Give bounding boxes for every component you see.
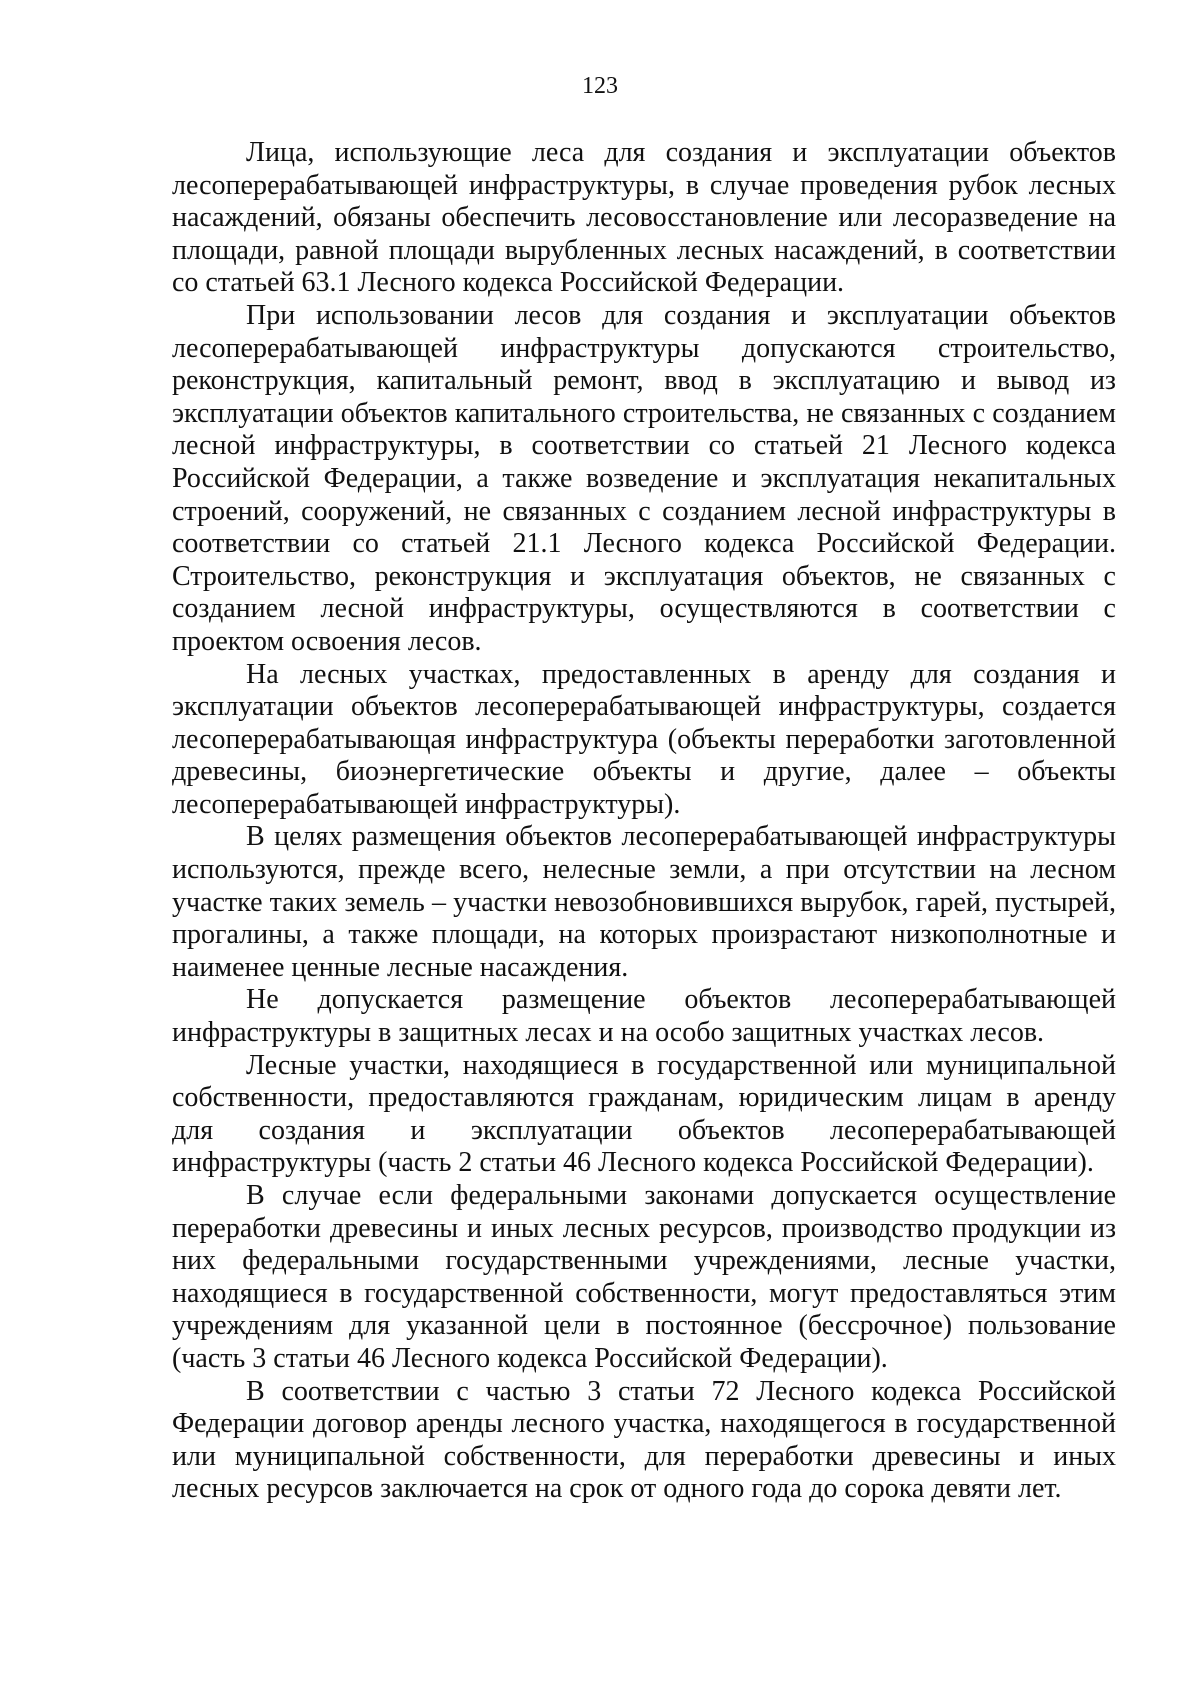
paragraph: При использовании лесов для создания и эксплуатации объектов лесоперерабатывающей инфраструктуры допускаются строительство, реконструкция, капитальный ремонт, ввод в эксплуатацию и вывод из эксплуатации объектов капитального строительства, не связанных с созданием лесной инфраструктуры, в соответствии со статьей 21 Лесного кодекса Российской Федерации, а также возведение и эксплуатация некапитальных строений, сооружений, не связанных с созданием лесной инфраструктуры в соответствии со статьей 21.1 Лесного кодекса Российской Федерации. Строительство, реконструкция и эксплуатация объектов, не связанных с созданием лесной инфраструктуры, осуществляются в соответствии с проектом освоения лесов. [172, 299, 1116, 657]
paragraph: В целях размещения объектов лесоперерабатывающей инфраструктуры используются, прежде всего, нелесные земли, а при отсутствии на лесном участке таких земель – участки невозобновившихся вырубок, гарей, пустырей, прогалины, а также площади, на которых произрастают низкополнотные и наименее ценные лесные насаждения. [172, 821, 1116, 983]
page-number: 123 [582, 73, 618, 99]
paragraph: На лесных участках, предоставленных в аренду для создания и эксплуатации объектов лесоперерабатывающей инфраструктуры, создается лесоперерабатывающая инфраструктура (объекты переработки заготовленной древесины, биоэнергетические объекты и другие, далее – объекты лесоперерабатывающей инфраструктуры). [172, 658, 1116, 820]
paragraph: Лесные участки, находящиеся в государственной или муниципальной собственности, предоставляются гражданам, юридическим лицам в аренду для создания и эксплуатации объектов лесоперерабатывающей инфраструктуры (часть 2 статьи 46 Лесного кодекса Российской Федерации). [172, 1049, 1116, 1179]
paragraph: Лица, использующие леса для создания и эксплуатации объектов лесоперерабатывающей инфраструктуры, в случае проведения рубок лесных насаждений, обязаны обеспечить лесовосстановление или лесоразведение на площади, равной площади вырубленных лесных насаждений, в соответствии со статьей 63.1 Лесного кодекса Российской Федерации. [172, 137, 1116, 299]
document-body [172, 137, 1116, 1506]
paragraph: Не допускается размещение объектов лесоперерабатывающей инфраструктуры в защитных лесах и на особо защитных участках лесов. [172, 984, 1116, 1049]
paragraph: В случае если федеральными законами допускается осуществление переработки древесины и иных лесных ресурсов, производство продукции из них федеральными государственными учреждениями, лесные участки, находящиеся в государственной собственности, могут предоставляться этим учреждениям для указанной цели в постоянное (бессрочное) пользование (часть 3 статьи 46 Лесного кодекса Российской Федерации). [172, 1180, 1116, 1374]
paragraph: В соответствии с частью 3 статьи 72 Лесного кодекса Российской Федерации договор аренды лесного участка, находящегося в государственной или муниципальной собственности, для переработки древесины и иных лесных ресурсов заключается на срок от одного года до сорока девяти лет. [172, 1375, 1116, 1505]
